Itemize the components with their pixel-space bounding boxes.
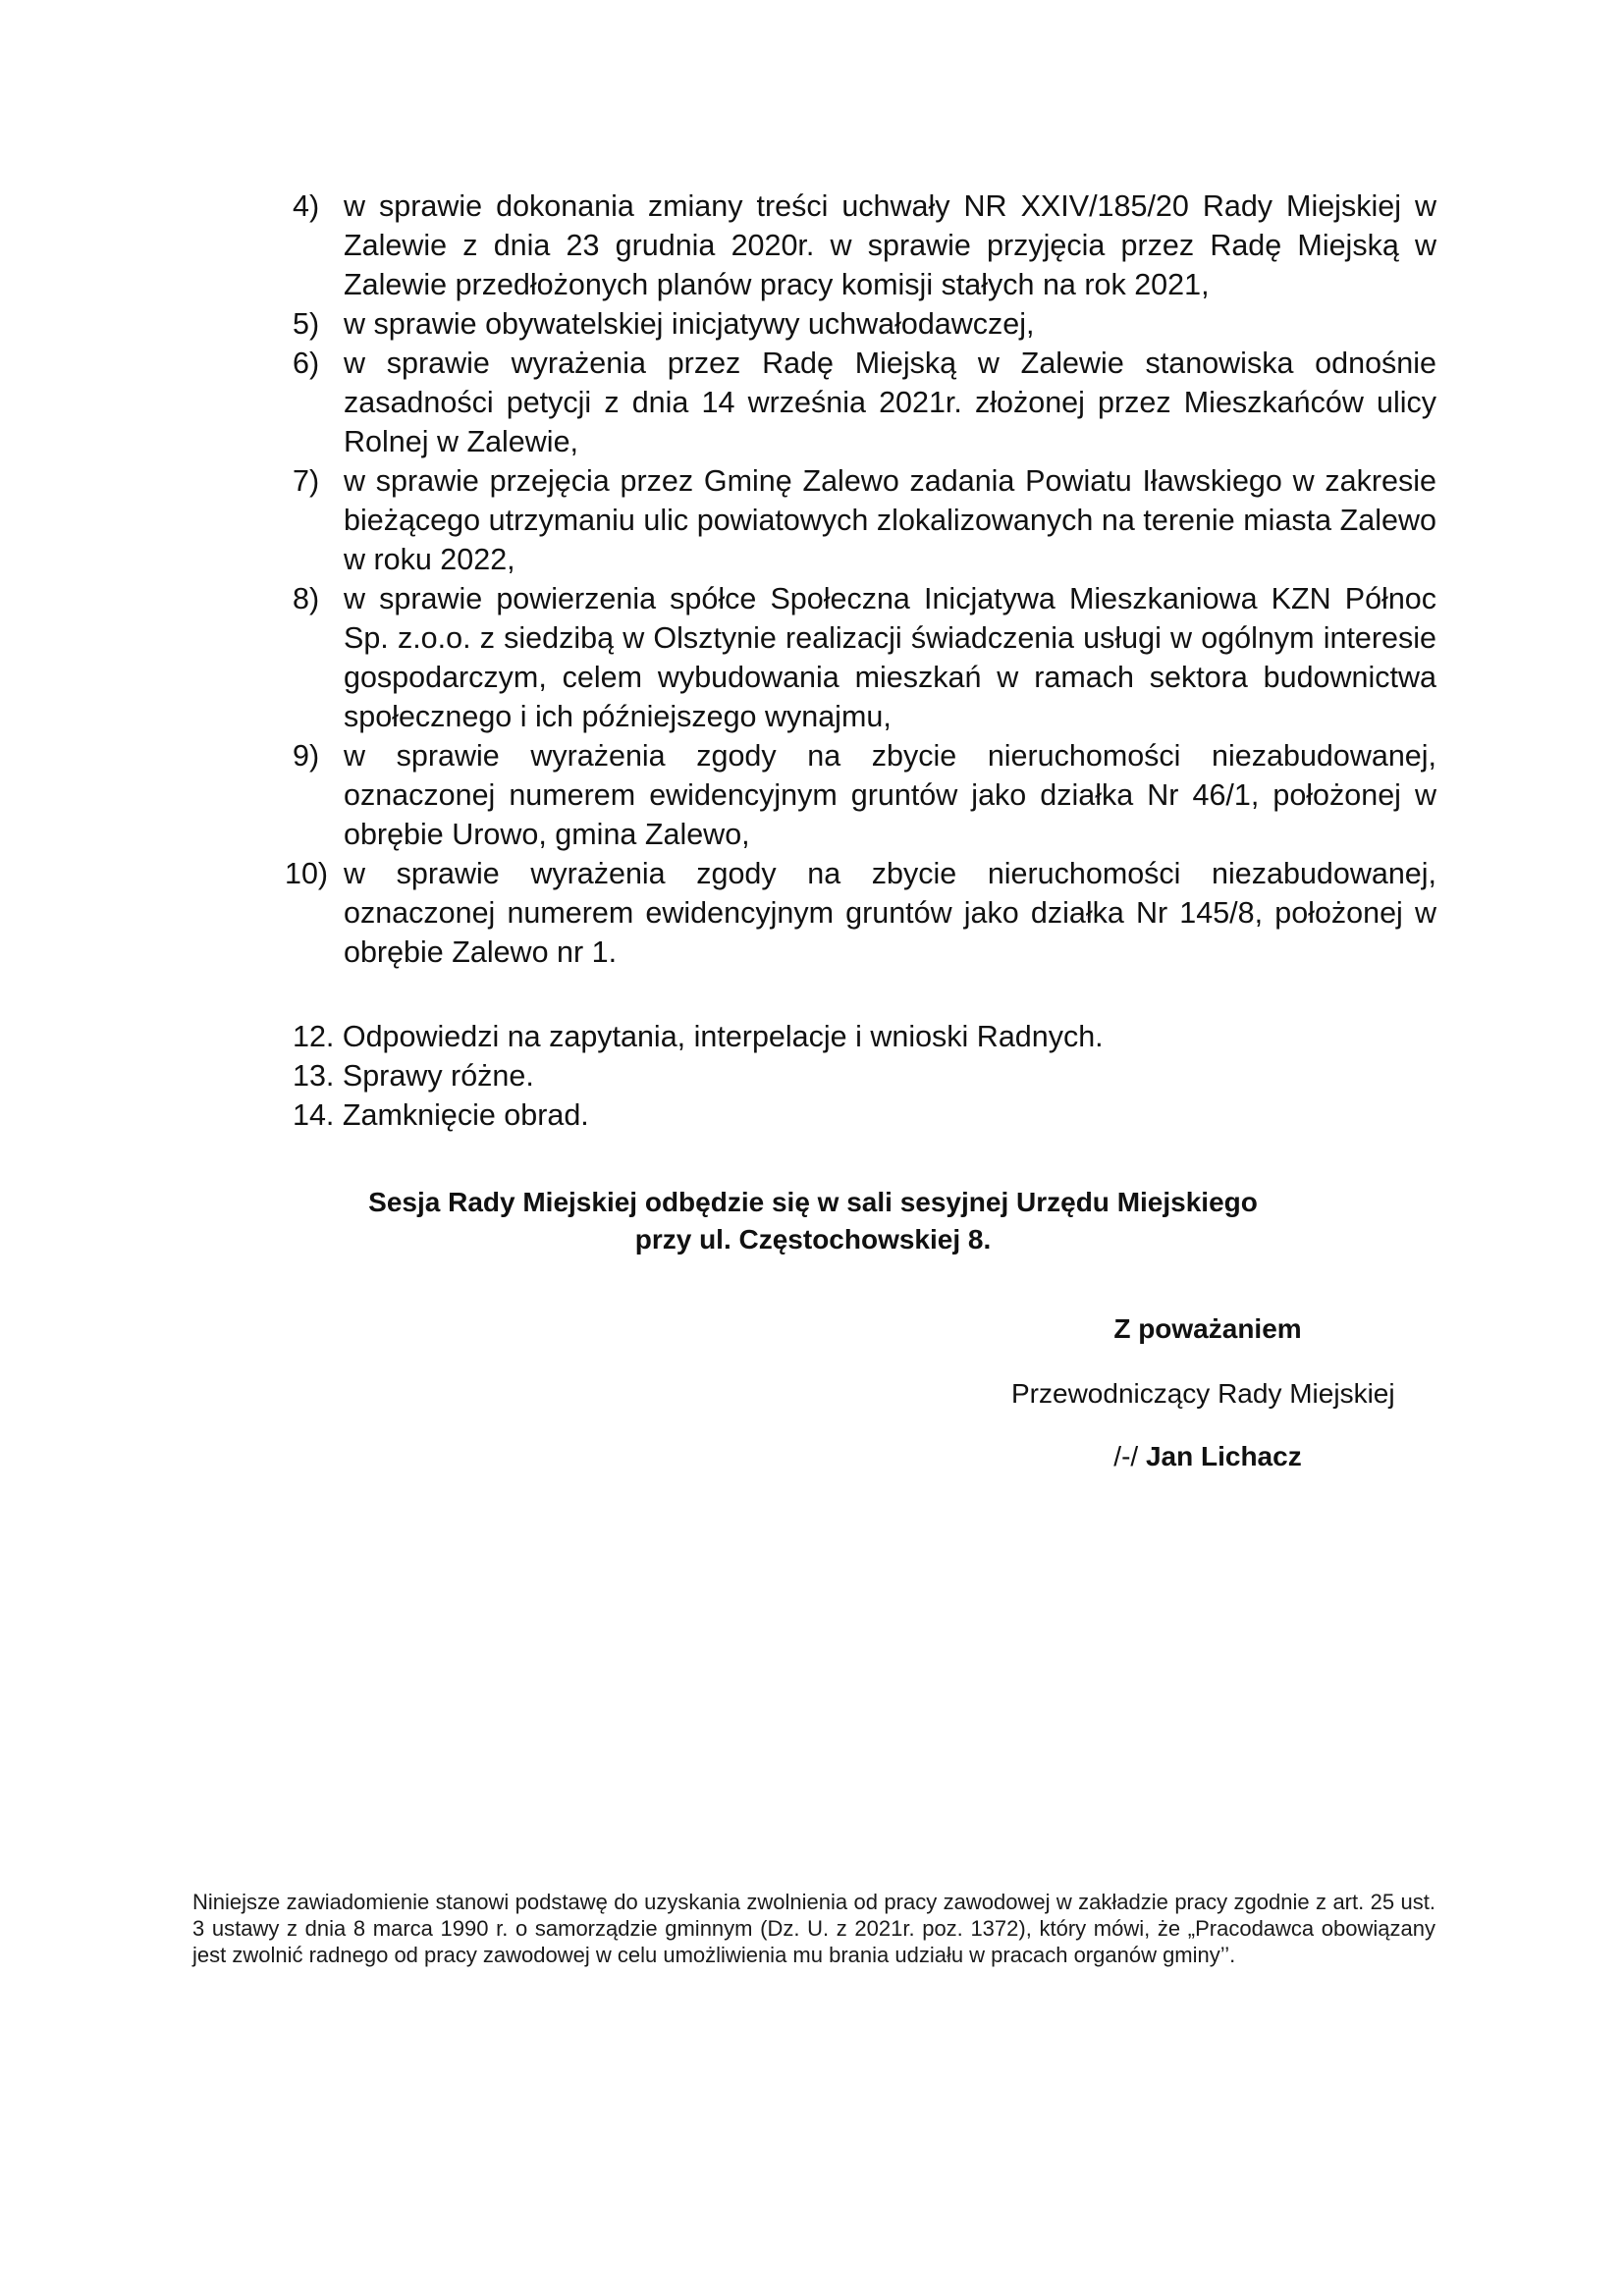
list-item-number: 7) [293,464,320,498]
legal-footnote: Niniejsze zawiadomienie stanowi podstawę do uzyskania zwolnienia od pracy zawodowej w zakładzie pracy zgodnie z art. 25 ust. 3 ustawy z dnia 8 marca 1990 r. o samorządzie gminnym (Dz. U. z 2021r. poz. 1372), który mówi, że „Pracodawca obowiązany jest zwolnić radnego od pracy zawodowej w celu umożliwienia mu brania udziału w pracach organów gminy’’. [192,1890,1435,1967]
resolution-sublist [285,187,1436,972]
list-item-number: 9) [293,739,320,773]
list-item [293,187,1436,304]
list-item [293,736,1436,854]
list-item-text: w sprawie dokonania zmiany treści uchwały NR XXIV/185/20 Rady Miejskiej w Zalewie z dnia 23 grudnia 2020r. w sprawie przyjęcia przez Radę Miejską w Zalewie przedłożonych planów pracy komisji stałych na rok 2021, [344,189,1436,301]
agenda-list [293,1017,1436,1135]
agenda-item: 12. Odpowiedzi na zapytania, interpelacje i wnioski Radnych. [293,1020,1104,1053]
signature-regards: Z poważaniem [1113,1313,1302,1344]
list-item-text: w sprawie wyrażenia przez Radę Miejską w Zalewie stanowiska odnośnie zasadności petycji z dnia 14 września 2021r. złożonej przez Mieszkańców ulicy Rolnej w Zalewie, [344,347,1436,458]
list-item [293,461,1436,579]
list-item-text: w sprawie przejęcia przez Gminę Zalewo zadania Powiatu Iławskiego w zakresie bieżącego utrzymaniu ulic powiatowych zlokalizowanych na terenie miasta Zalewo w roku 2022, [344,464,1436,576]
signature-name-line [982,1439,1434,1474]
signature-title: Przewodniczący Rady Miejskiej [1011,1378,1395,1409]
list-item-number: 8) [293,582,320,615]
list-item [293,304,1436,344]
list-item-number: 5) [293,307,320,341]
signature-name: Jan Lichacz [1145,1441,1302,1471]
agenda-item: 14. Zamknięcie obrad. [293,1098,589,1132]
list-item [293,344,1436,461]
session-place-line: przy ul. Częstochowskiej 8. [634,1224,992,1255]
signature-prefix: /-/ [1113,1441,1139,1471]
list-item [293,579,1436,736]
session-place-line: Sesja Rady Miejskiej odbędzie się w sali sesyjnej Urzędu Miejskiego [368,1187,1258,1217]
list-item-number: 6) [293,347,320,380]
list-item-number: 10) [285,857,329,890]
list-item-text: w sprawie obywatelskiej inicjatywy uchwałodawczej, [344,307,1035,341]
list-item [285,854,1436,972]
session-place-notice [293,1184,1333,1258]
list-item-number: 4) [293,189,320,223]
list-item-text: w sprawie powierzenia spółce Społeczna Inicjatywa Mieszkaniowa KZN Północ Sp. z.o.o. z siedzibą w Olsztynie realizacji świadczenia usługi w ogólnym interesie gospodarczym, celem wybudowania mieszkań w ramach sektora budownictwa społecznego i ich późniejszego wynajmu, [344,582,1436,733]
list-item-text: w sprawie wyrażenia zgody na zbycie nieruchomości niezabudowanej, oznaczonej numerem ewidencyjnym gruntów jako działka Nr 145/8, położonej w obrębie Zalewo nr 1. [344,857,1436,969]
agenda-item: 13. Sprawy różne. [293,1059,534,1093]
list-item-text: w sprawie wyrażenia zgody na zbycie nieruchomości niezabudowanej, oznaczonej numerem ewidencyjnym gruntów jako działka Nr 46/1, położonej w obrębie Urowo, gmina Zalewo, [344,739,1436,851]
